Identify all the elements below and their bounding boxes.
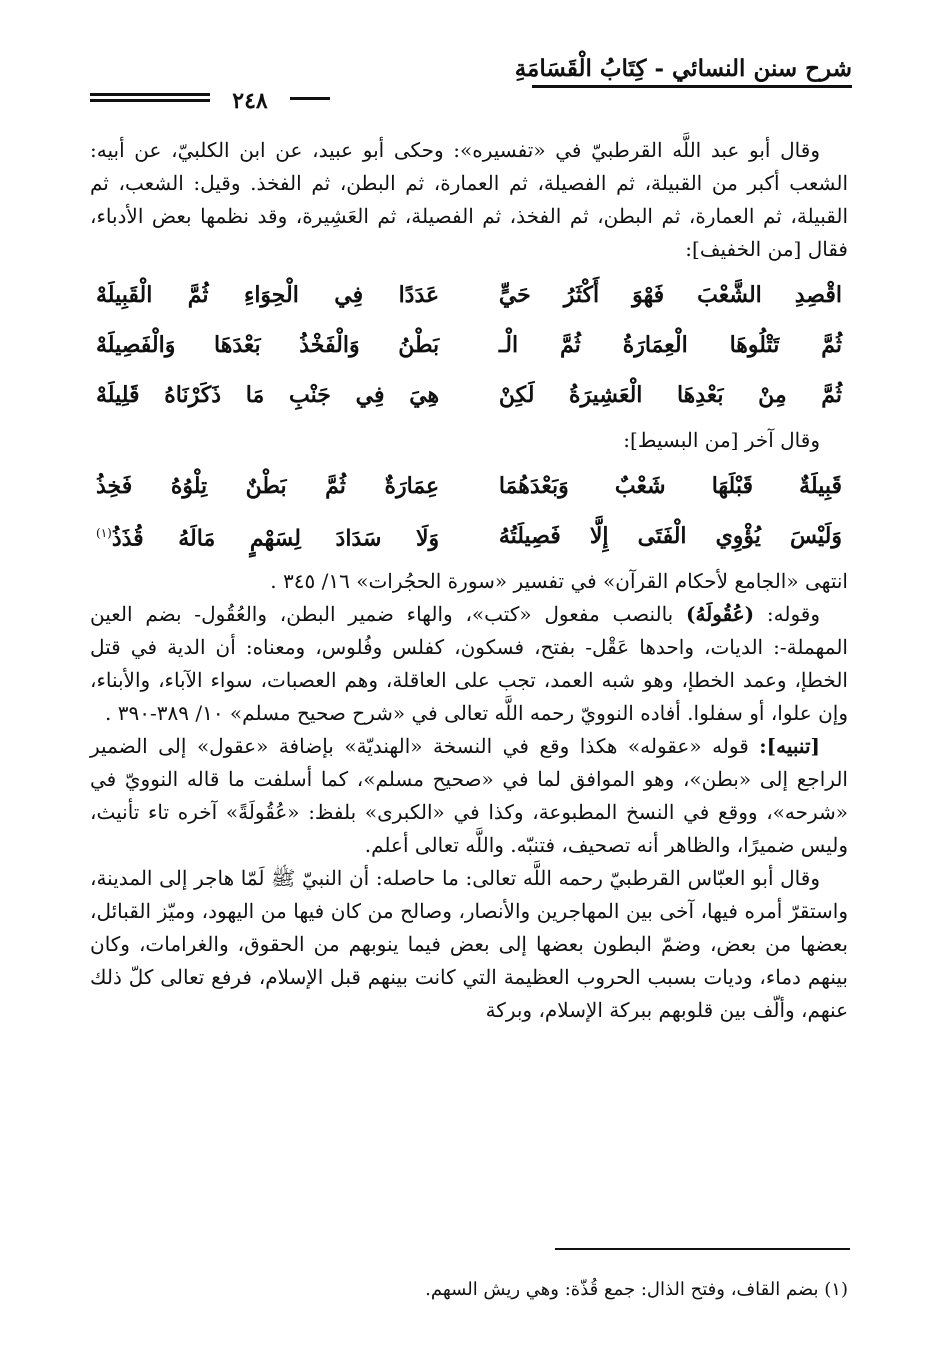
verse-first-hemistich: اقْصِدِ الشَّعْبَ فَهْوَ أَكْثَرُ حَيٍّ (498, 281, 842, 308)
running-header-title: شرح سنن النسائي - كِتَابُ الْقَسَامَةِ (514, 55, 852, 82)
paragraph-4-rest: بالنصب مفعول «كتب»، والهاء ضمير البطن، والعُقُول- بضم العين المهملة-: الديات، واحدها عَقْل- بفتح، فسكون، كفلس وفُلوس، ومعناه: أن الدية في قتل الخطإ، وعمد الخطإ، وهو شبه العمد، تجب على العاقلة، وهم العصبات، سواء الآباء، والأبناء، وإن علوا، أو سفلوا. أفاده النوويّ رحمه اللَّه تعالى في «شرح صحيح مسلم» ١٠/ ٣٨٩-٣٩٠ . (90, 602, 848, 725)
verse-second-hemistich: عِمَارَةٌ ثُمَّ بَطْنٌ تِلْوُهُ فَخِذُ (96, 472, 440, 499)
paragraph-6: وقال أبو العبّاس القرطبيّ رحمه اللَّه تعالى: ما حاصله: أن النبيّ ﷺ لَمّا هاجر إلى المدينة، واستقرّ أمره فيها، آخى بين المهاجرين والأنصار، وصالح من كان فيها من اليهود، وميّز القبائل، بعضها من بعض، وضمّ البطون بعضها إلى بعض فيما ينوبهم من الحقوق، والغرامات، وكان بينهم دماء، وديات بسبب الحروب العظيمة التي كانت بينهم قبل الإسلام، فرفع تعالى كلّ ذلك عنهم، وألّف بين قلوبهم ببركة الإسلام، وبركة (90, 866, 848, 1022)
verse-line (90, 511, 848, 561)
verse-line (90, 370, 848, 420)
decorative-bar (290, 97, 330, 106)
quoted-word: (عُقُولَهُ) (686, 602, 755, 626)
note-label: [تنبيه]: (759, 734, 820, 758)
paragraph-4 (90, 598, 848, 730)
verse-first-hemistich: قَبِيلَةٌ قَبْلَهَا شَعْبٌ وَبَعْدَهُمَا (498, 472, 842, 499)
paragraph-3: انتهى «الجامع لأحكام القرآن» في تفسير «سورة الحجُرات» ١٦/ ٣٤٥ . (270, 569, 848, 593)
main-text (90, 134, 848, 1027)
verse-line (90, 320, 848, 370)
footnote: (١) بضم القاف، وفتح الذال: جمع قُذّة: وهي ريش السهم. (425, 1279, 848, 1300)
paragraph-5 (90, 730, 848, 862)
verse-line (90, 461, 848, 511)
verse-first-hemistich: ثُمَّ تَتْلُوهَا الْعِمَارَةُ ثُمَّ الْـ (498, 331, 842, 358)
page-number-row (90, 86, 490, 116)
verse-second-hemistich (96, 517, 439, 555)
verse-block-khafif (90, 270, 848, 420)
verse-second-hemistich: هِيَ فِي جَنْبِ مَا ذَكَرْنَاهُ قَلِيلَهْ (96, 381, 440, 408)
paragraph-4-lead: وقوله: (754, 602, 820, 626)
verse-second-hemistich: عَدَدًا فِي الْحِوَاءِ ثُمَّ الْقَبِيلَهْ (96, 281, 440, 308)
verse-block-basit (90, 461, 848, 561)
verse-second-hemistich-text: وَلَا سَدَادَ لِسَهْمٍ مَالَهُ قُذَذُ (111, 525, 440, 552)
verse-line (90, 270, 848, 320)
header-rule (532, 85, 852, 88)
verse-first-hemistich: وَلَيْسَ يُؤْوِي الْفَتَى إِلَّا فَصِيلَتُهُ (498, 522, 842, 549)
verse-first-hemistich: ثُمَّ مِنْ بَعْدِهَا الْعَشِيرَةُ لَكِنْ (498, 381, 842, 408)
footnote-rule (555, 1248, 850, 1250)
decorative-bars (90, 93, 210, 107)
verse-second-hemistich: بَطْنُ وَالْفَخْذُ بَعْدَهَا وَالْفَصِيلَهْ (96, 331, 440, 358)
paragraph-5-rest: قوله «عقوله» هكذا وقع في النسخة «الهنديّة» بإضافة «عقول» إلى الضمير الراجع إلى «بطن»، وهو الموافق لما في «صحيح مسلم»، كما أسلفت ما قاله النوويّ في «شرحه»، ووقع في النسخ المطبوعة، وكذا في «الكبرى» بلفظ: «عُقُولَةً» آخره تاء تأنيث، وليس ضميرًا، والظاهر أنه تصحيف، فتنبّه. واللَّه تعالى أعلم. (90, 734, 848, 857)
paragraph-2: وقال آخر [من البسيط]: (623, 428, 820, 452)
page-number: ٢٤٨ (232, 88, 268, 114)
footnote-marker[interactable]: (١) (96, 525, 112, 540)
paragraph-1: وقال أبو عبد اللَّه القرطبيّ في «تفسيره»: وحكى أبو عبيد، عن ابن الكلبيّ، عن أبيه: الشعب أكبر من القبيلة، ثم الفصيلة، ثم العمارة، ثم البطن، ثم الفخذ. وقيل: الشعب، ثم القبيلة، ثم العمارة، ثم البطن، ثم الفخذ، ثم الفصيلة، ثم العَشِيرة، وقد نظمها بعض الأدباء، فقال [من الخفيف]: (90, 138, 848, 261)
